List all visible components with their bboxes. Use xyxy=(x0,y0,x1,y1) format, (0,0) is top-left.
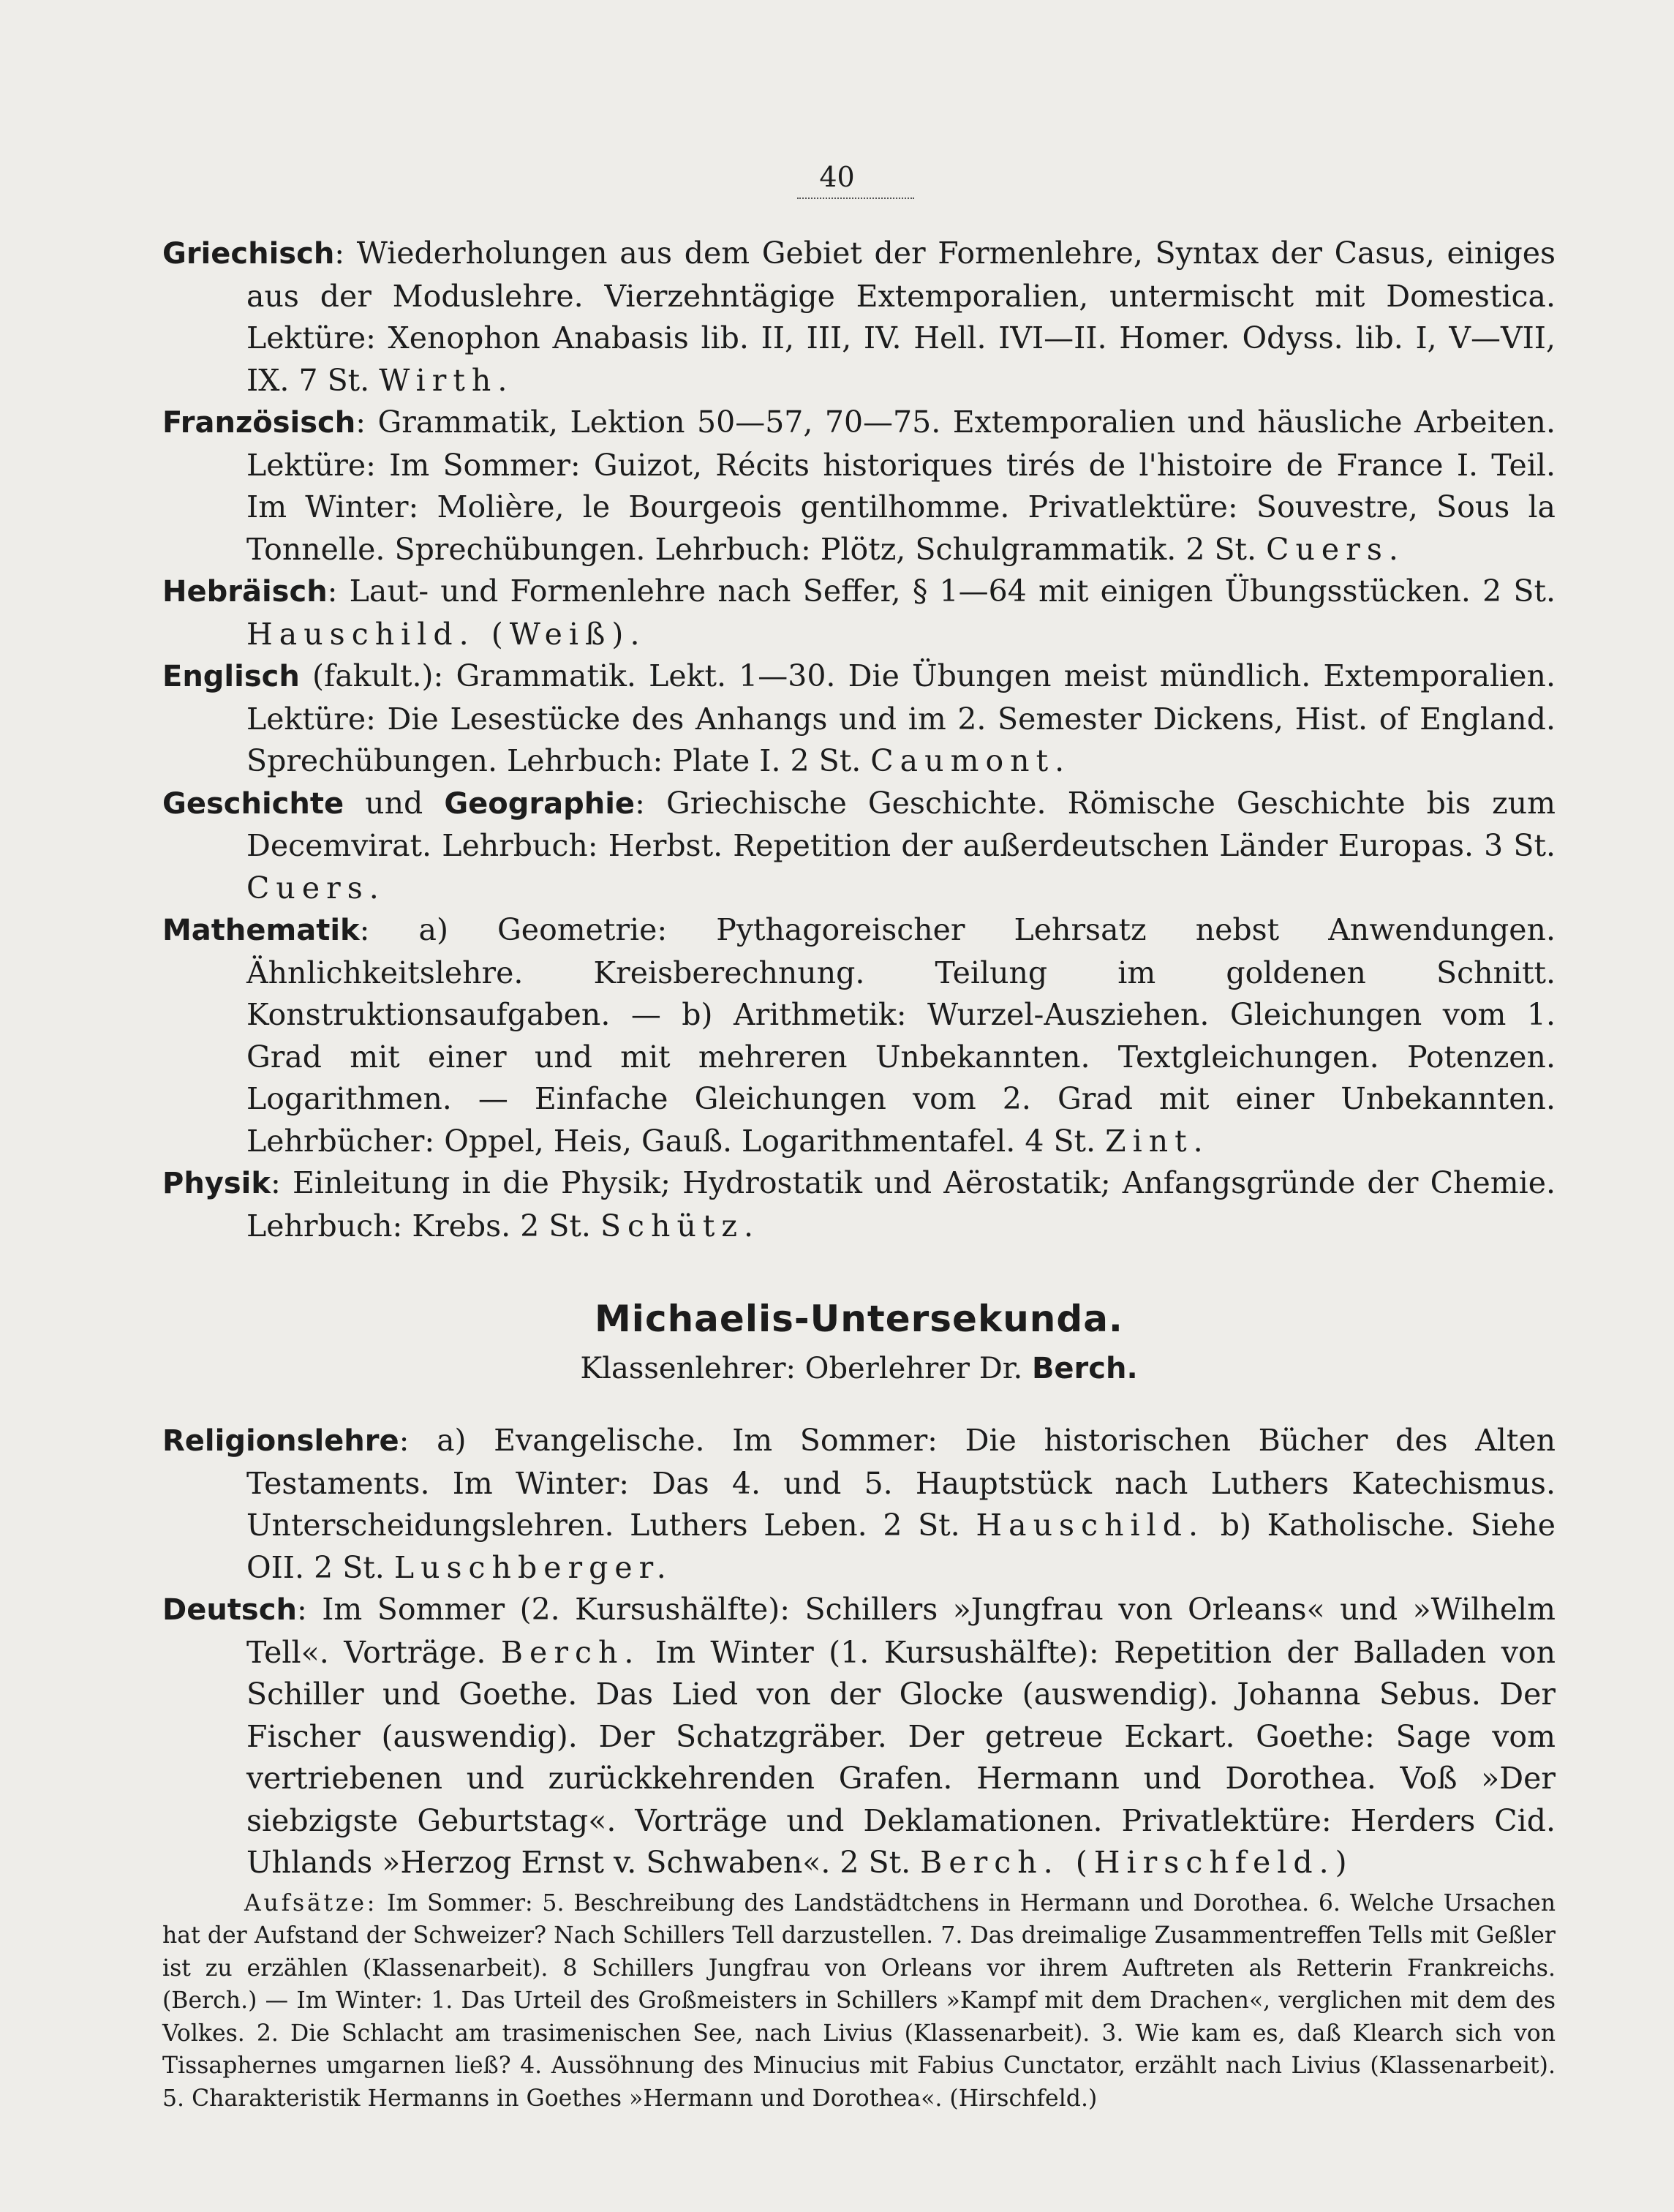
subject-text: : Laut- und Formenlehre nach Seffer, § 1—64 mit einigen Übungsstücken. 2 St. xyxy=(327,573,1556,609)
essay-topics-text: Im Sommer: 5. Beschreibung des Landstädtchens in Hermann und Dorothea. 6. Welche Ursachen hat der Aufstand der Schweizer? Nach Schillers Tell darzustellen. 7. Das dreimalige Zusammentreffen Tells mit Geßler ist zu erzählen (Klassenarbeit). 8 Schillers Jungfrau von Orleans vor ihrem Auftreten als Retterin Frankreichs. (Berch.) — Im Winter: 1. Das Urteil des Großmeisters in Schillers »Kampf mit dem Drachen«, verglichen mit dem des Volkes. 2. Die Schlacht am trasimenischen See, nach Livius (Klassenarbeit). 3. Wie kam es, daß Klearch sich von Tissaphernes umgarnen ließ? 4. Aussöhnung des Minucius mit Fabius Cunctator, erzählt nach Livius (Klassenarbeit). 5. Charakteristik Hermanns in Goethes »Hermann und Dorothea«. (Hirschfeld.) xyxy=(162,1889,1556,2112)
teacher-name: Hauschild. (Weiß). xyxy=(246,616,646,652)
section-title: Michaelis-Untersekunda. xyxy=(595,1298,1123,1340)
subject-text-2: b) Katholische. Siehe OII. 2 St. xyxy=(246,1508,1556,1585)
subject-block-geschichte xyxy=(162,783,1556,910)
subject-heading: Englisch xyxy=(162,660,300,693)
teacher-name: Zint. xyxy=(1105,1123,1210,1159)
class-teacher-line xyxy=(162,1348,1556,1389)
subject-text: : Wiederholungen aus dem Gebiet der Formenlehre, Syntax der Casus, einiges aus der Moduslehre. Vierzehntägige Extemporalien, untermischt mit Domestica. Lektüre: Xenophon Anabasis lib. II, III, IV. Hell. IVI—II. Homer. Odyss. lib. I, V—VII, IX. 7 St. xyxy=(246,236,1556,398)
teacher-name: Cuers. xyxy=(246,870,385,906)
subject-heading: Deutsch xyxy=(162,1593,297,1627)
subject-heading: Religionslehre xyxy=(162,1424,399,1458)
subject-block-mathematik xyxy=(162,909,1556,1162)
teacher-name: Wirth. xyxy=(379,362,514,398)
subject-heading-2: Geographie xyxy=(444,786,636,821)
page-content xyxy=(162,233,1556,2115)
essay-topics-label: Aufsätze: xyxy=(244,1889,378,1916)
subject-heading: Hebräisch xyxy=(162,575,328,609)
class-teacher-label: Klassenlehrer: Oberlehrer Dr. xyxy=(580,1352,1032,1385)
subject-text: : a) Geometrie: Pythagoreischer Lehrsatz nebst Anwendungen. Ähnlichkeitslehre. Kreisberechnung. Teilung im goldenen Schnitt. Konstruktionsaufgaben. — b) Arithmetik: Wurzel-Ausziehen. Gleichungen vom 1. Grad mit einer und mit mehreren Unbekannten. Textgleichungen. Potenzen. Logarithmen. — Einfache Gleichungen vom 2. Grad mit einer Unbekannten. Lehrbücher: Oppel, Heis, Gauß. Logarithmentafel. 4 St. xyxy=(246,912,1556,1159)
teacher-name: Schütz. xyxy=(600,1208,761,1244)
subject-heading: Mathematik xyxy=(162,914,360,947)
subject-text: : Im Sommer (2. Kursushälfte): Schillers »Jungfrau von Orleans« und »Wilhelm Tell«. Vorträge. xyxy=(246,1592,1556,1670)
page-number: 40 xyxy=(819,161,855,193)
subject-text: : Einleitung in die Physik; Hydrostatik und Aërostatik; Anfangsgründe der Chemie. Lehrbuch: Krebs. 2 St. xyxy=(246,1165,1556,1244)
teacher-name: Caumont. xyxy=(870,743,1071,778)
subject-connector: und xyxy=(344,785,445,821)
subject-block-hebraeisch xyxy=(162,571,1556,655)
subject-text: : Griechische Geschichte. Römische Geschichte bis zum Decemvirat. Lehrbuch: Herbst. Repetition der außerdeutschen Länder Europas. 3 St. xyxy=(246,785,1556,863)
class-teacher-name: Berch. xyxy=(1031,1352,1138,1385)
teacher-name: Cuers. xyxy=(1266,531,1405,567)
subject-heading: Geschichte xyxy=(162,786,344,821)
essay-topics xyxy=(162,1887,1556,2115)
subject-block-griechisch xyxy=(162,233,1556,402)
subject-text-2: Im Winter (1. Kursushälfte): Repetition der Balladen von Schiller und Goethe. Das Lied von der Glocke (auswendig). Johanna Sebus. Der Fischer (auswendig). Der Schatzgräber. Der getreue Eckart. Goethe: Sage vom vertriebenen und zurückkehrenden Grafen. Hermann und Dorothea. Voß »Der siebzigste Geburtstag«. Vorträge und Deklamationen. Privatlektüre: Herders Cid. Uhlands »Herzog Ernst v. Schwaben«. 2 St. xyxy=(246,1634,1556,1880)
subject-block-religionslehre xyxy=(162,1420,1556,1589)
subject-block-deutsch xyxy=(162,1589,1556,1884)
subject-block-englisch xyxy=(162,655,1556,783)
subject-text: (fakult.): Grammatik. Lekt. 1—30. Die Übungen meist mündlich. Extemporalien. Lektüre: Die Lesestücke des Anhangs und im 2. Semester Dickens, Hist. of England. Sprechübungen. Lehrbuch: Plate I. 2 St. xyxy=(246,658,1556,778)
subject-text: : a) Evangelische. Im Sommer: Die historischen Bücher des Alten Testaments. Im Winter: Das 4. und 5. Hauptstück nach Luthers Katechismus. Unterscheidungslehren. Luthers Leben. 2 St. xyxy=(246,1423,1556,1543)
subject-heading: Griechisch xyxy=(162,237,335,271)
subject-block-physik xyxy=(162,1162,1556,1247)
teacher-name-2: Berch. (Hirschfeld.) xyxy=(920,1845,1354,1880)
teacher-name: Berch. xyxy=(500,1634,641,1670)
subject-heading: Französisch xyxy=(162,406,356,440)
subject-text: : Grammatik, Lektion 50—57, 70—75. Extemporalien und häusliche Arbeiten. Lektüre: Im Sommer: Guizot, Récits historiques tirés de l'histoire de France I. Teil. Im Winter: Molière, le Bourgeois gentilhomme. Privatlektüre: Souvestre, Sous la Tonnelle. Sprechübungen. Lehrbuch: Plötz, Schulgrammatik. 2 St. xyxy=(246,405,1556,567)
subject-block-franzoesisch xyxy=(162,402,1556,571)
subject-heading: Physik xyxy=(162,1167,271,1200)
teacher-name: Hauschild. xyxy=(976,1508,1205,1543)
teacher-name-2: Luschberger. xyxy=(393,1549,673,1585)
page-number-ornament xyxy=(797,198,914,199)
